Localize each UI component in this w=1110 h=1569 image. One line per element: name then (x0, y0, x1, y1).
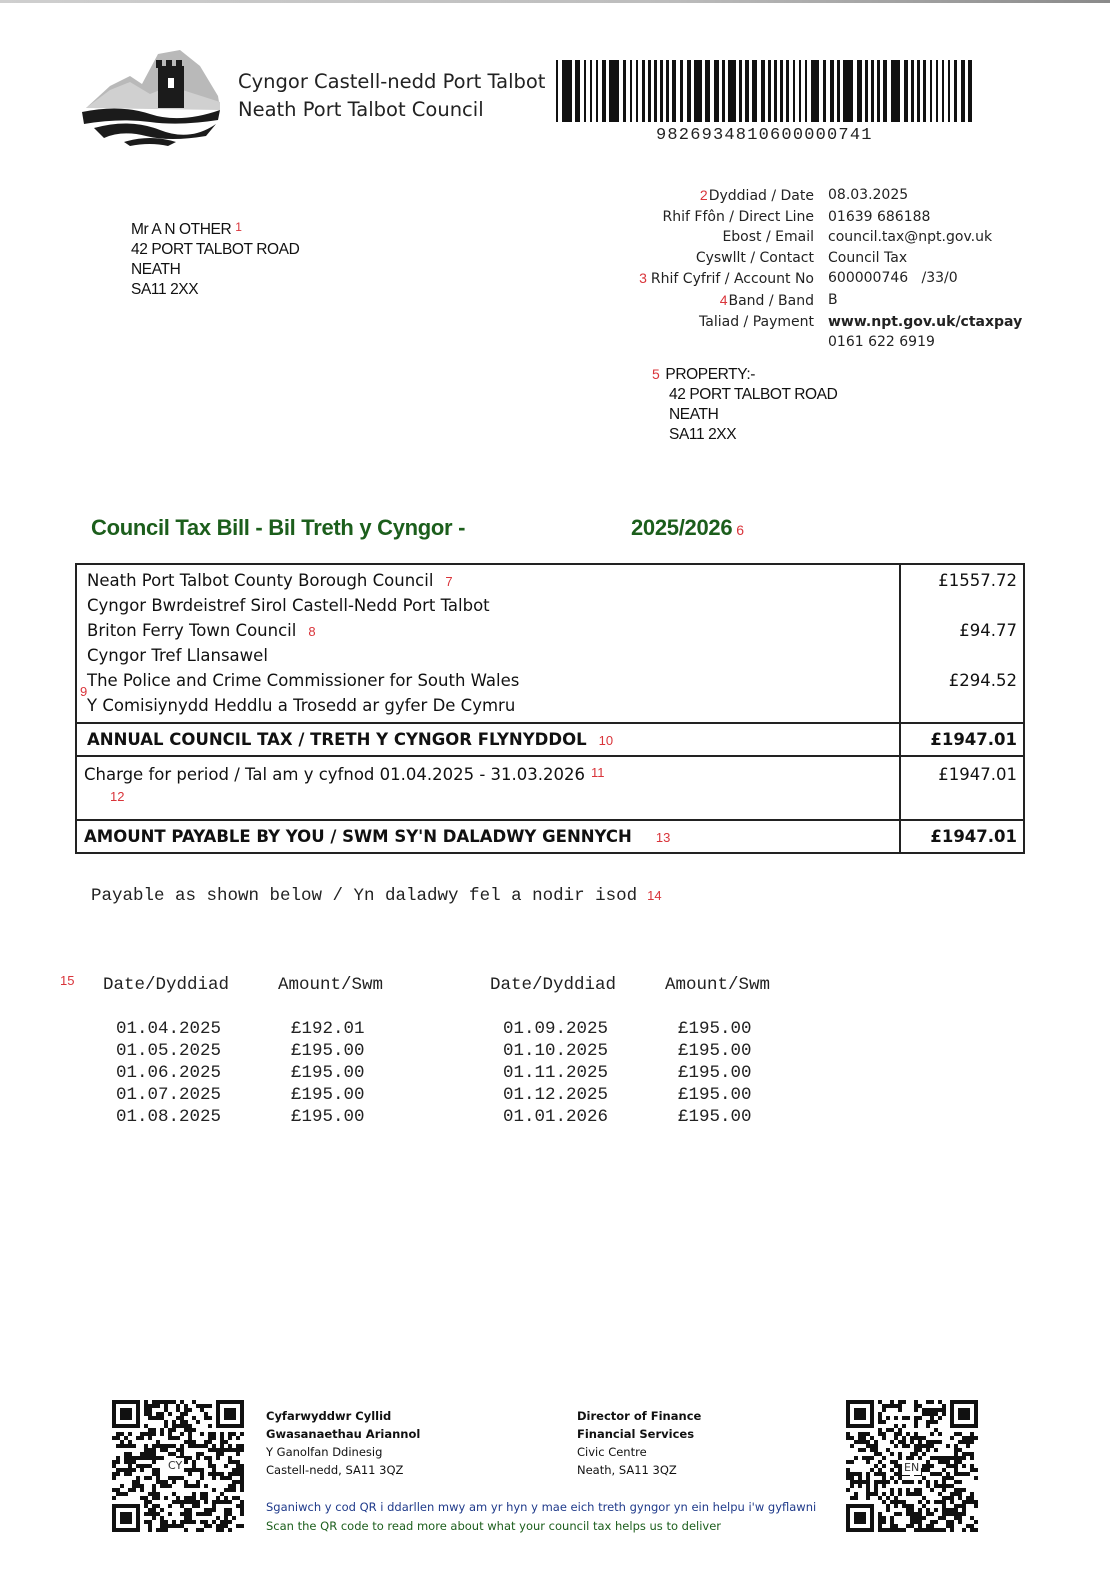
info-label (600, 227, 828, 248)
scan-qr-message (266, 1498, 816, 1536)
date-column-header: Date/Dyddiad (490, 975, 617, 995)
address-line: Neath, SA11 3QZ (577, 1463, 677, 1477)
schedule-row (103, 1018, 383, 1040)
info-label (600, 207, 828, 228)
address-line: Director of Finance (577, 1409, 702, 1423)
payment-schedule-note (91, 886, 662, 906)
marker-9: 9 (80, 684, 88, 699)
info-row (600, 312, 1022, 333)
amount-column-header: Amount/Swm (665, 975, 771, 995)
charge-amount: £1557.72 (938, 571, 1017, 590)
email-link[interactable]: council.tax@npt.gov.uk (828, 229, 993, 246)
info-row (600, 332, 1022, 353)
period-charge-label: Charge for period / Tal am y cyfnod 01.04.2025 - 31.03.2026 (84, 765, 586, 784)
amount-payable-label: AMOUNT PAYABLE BY YOU / SWM SY'N DALADWY GENNYCH (84, 827, 632, 846)
info-label-text: Rhif Cyfrif / Account No (650, 271, 814, 288)
schedule-amount: £195.00 (678, 1041, 752, 1061)
marker-6: 6 (736, 522, 744, 538)
info-label (600, 332, 828, 353)
marker-1: 1 (235, 220, 242, 234)
info-row (600, 290, 1022, 312)
schedule-amount: £195.00 (678, 1085, 752, 1105)
schedule-date: 01.05.2025 (116, 1041, 222, 1061)
annual-total-amount: £1947.01 (930, 730, 1017, 749)
property-address-line: SA11 2XX (669, 426, 737, 443)
marker-4: 4 (719, 291, 728, 308)
charges-items-row (77, 565, 1023, 722)
schedule-row (103, 1084, 383, 1106)
charges-table (75, 563, 1025, 854)
address-line: Gwasanaethau Ariannol (266, 1427, 421, 1441)
scan-qr-message-welsh: Sganiwch y cod QR i ddarllen mwy am yr hyn y mae eich treth gyngor yn ein helpu i'w gyflawni (266, 1500, 817, 1514)
charge-amount: £94.77 (959, 621, 1017, 640)
address-line: Cyfarwyddwr Cyllid (266, 1409, 392, 1423)
marker-3: 3 (639, 270, 647, 287)
marker-7: 7 (445, 574, 453, 589)
date-column-header: Date/Dyddiad (103, 975, 230, 995)
property-address-line: NEATH (669, 406, 719, 423)
marker-14: 14 (647, 888, 662, 903)
property-heading: PROPERTY:- (665, 366, 755, 383)
bill-year-value: 2025/2026 (631, 515, 733, 540)
council-name (238, 68, 545, 124)
council-name-english: Neath Port Talbot Council (238, 98, 484, 121)
finance-address-welsh (266, 1407, 420, 1479)
info-label-text: Rhif Ffôn / Direct Line (662, 208, 814, 225)
info-label-text: Taliad / Payment (699, 313, 814, 330)
info-label-text: Dyddiad / Date (708, 188, 814, 204)
period-charge-row (77, 755, 1023, 819)
schedule-date: 01.08.2025 (116, 1107, 222, 1127)
info-row (600, 248, 1022, 269)
qr-code-english-icon[interactable] (846, 1400, 978, 1532)
annual-total-label: ANNUAL COUNCIL TAX / TRETH Y CYNGOR FLYNYDDOL (87, 730, 587, 749)
info-value: 600000746 /33/0 (828, 270, 958, 287)
info-label (600, 312, 828, 333)
recipient-address-line: SA11 2XX (131, 281, 199, 298)
barcode (556, 60, 976, 122)
info-row (600, 227, 1022, 248)
property-address-line: 42 PORT TALBOT ROAD (669, 386, 838, 403)
info-row (600, 268, 1022, 290)
period-charge-amount: £1947.01 (938, 765, 1017, 784)
schedule-row (490, 1084, 770, 1106)
amount-column-header: Amount/Swm (278, 975, 384, 995)
recipient-name: Mr A N OTHER (131, 221, 232, 238)
info-label-text: Band / Band (728, 292, 814, 309)
info-label (600, 185, 828, 207)
council-name-welsh: Cyngor Castell-nedd Port Talbot (238, 70, 546, 93)
address-line: Financial Services (577, 1427, 695, 1441)
finance-address-english (577, 1407, 701, 1479)
property-address (652, 364, 837, 445)
annual-total-row (77, 722, 1023, 755)
recipient-address-line: NEATH (131, 261, 181, 278)
charge-amount: £294.52 (948, 671, 1017, 690)
marker-10: 10 (598, 733, 614, 748)
charge-name-en: Neath Port Talbot County Borough Council (87, 571, 434, 590)
schedule-date: 01.09.2025 (503, 1019, 609, 1039)
schedule-row (103, 1062, 383, 1084)
marker-11: 11 (591, 765, 605, 780)
bill-year (631, 515, 744, 541)
schedule-amount: £195.00 (291, 1085, 365, 1105)
charge-name-en: Briton Ferry Town Council (87, 621, 297, 640)
charge-name-cy: Cyngor Bwrdeistref Sirol Castell-Nedd Port Talbot (87, 596, 490, 615)
schedule-date: 01.01.2026 (503, 1107, 609, 1127)
marker-12: 12 (110, 789, 125, 804)
marker-2: 2 (699, 187, 708, 203)
schedule-row (490, 1040, 770, 1062)
schedule-header (103, 974, 383, 996)
charge-name-en: The Police and Crime Commissioner for South Wales (87, 671, 520, 690)
schedule-amount: £195.00 (678, 1063, 752, 1083)
schedule-row (490, 1106, 770, 1128)
schedule-amount: £195.00 (291, 1063, 365, 1083)
charges-descriptions (77, 565, 901, 722)
info-label (600, 268, 828, 290)
amount-payable-row (77, 819, 1023, 852)
info-label (600, 290, 828, 312)
schedule-amount: £195.00 (678, 1107, 752, 1127)
charges-amounts (901, 565, 1023, 722)
schedule-date: 01.04.2025 (116, 1019, 222, 1039)
recipient-address-line: 42 PORT TALBOT ROAD (131, 241, 300, 258)
payment-schedule-note-text: Payable as shown below / Yn daladwy fel a nodir isod (91, 886, 638, 906)
schedule-amount: £192.01 (291, 1019, 365, 1039)
schedule-date: 01.06.2025 (116, 1063, 222, 1083)
schedule-row (103, 1040, 383, 1062)
council-logo-icon (80, 46, 222, 150)
info-value: 08.03.2025 (828, 187, 909, 203)
address-line: Y Ganolfan Ddinesig (266, 1445, 383, 1459)
barcode-number: 9826934810600000741 (656, 126, 873, 145)
info-row (600, 207, 1022, 228)
charge-name-cy: Y Comisiynydd Heddlu a Trosedd ar gyfer De Cymru (87, 696, 516, 715)
address-line: Castell-nedd, SA11 3QZ (266, 1463, 404, 1477)
payment-schedule-left (103, 930, 383, 1128)
schedule-date: 01.10.2025 (503, 1041, 609, 1061)
marker-8: 8 (308, 624, 316, 639)
schedule-row (490, 1018, 770, 1040)
schedule-date: 01.07.2025 (116, 1085, 222, 1105)
schedule-date: 01.11.2025 (503, 1063, 609, 1083)
schedule-amount: £195.00 (291, 1107, 365, 1127)
schedule-row (103, 1106, 383, 1128)
schedule-date: 01.12.2025 (503, 1085, 609, 1105)
info-label-text: Cyswllt / Contact (695, 249, 814, 266)
qr-code-welsh-icon[interactable] (112, 1400, 244, 1532)
marker-15: 15 (60, 973, 75, 988)
recipient-address (131, 217, 299, 300)
bill-title: Council Tax Bill - Bil Treth y Cyngor - (91, 515, 466, 540)
contact-info-table (600, 185, 1022, 353)
payment-link[interactable]: www.npt.gov.uk/ctaxpay (828, 313, 1023, 330)
info-value: 01639 686188 (828, 208, 931, 225)
payment-schedule-right (490, 930, 770, 1128)
info-row (600, 185, 1022, 207)
info-value: Council Tax (828, 249, 908, 266)
address-line: Civic Centre (577, 1445, 647, 1459)
schedule-amount: £195.00 (678, 1019, 752, 1039)
amount-payable-value: £1947.01 (930, 827, 1017, 846)
info-value: 0161 622 6919 (828, 334, 935, 351)
qr-language-label: EN (904, 1461, 920, 1474)
marker-13: 13 (655, 830, 671, 845)
info-value: B (828, 291, 838, 308)
marker-5: 5 (652, 366, 660, 382)
page-top-edge (0, 0, 1110, 3)
schedule-amount: £195.00 (291, 1041, 365, 1061)
qr-language-label: CY (168, 1459, 183, 1472)
info-label-text: Ebost / Email (722, 229, 814, 246)
scan-qr-message-english: Scan the QR code to read more about what your council tax helps us to deliver (266, 1519, 722, 1533)
schedule-row (490, 1062, 770, 1084)
charge-name-cy: Cyngor Tref Llansawel (87, 646, 268, 665)
info-label (600, 248, 828, 269)
schedule-header (490, 974, 770, 996)
